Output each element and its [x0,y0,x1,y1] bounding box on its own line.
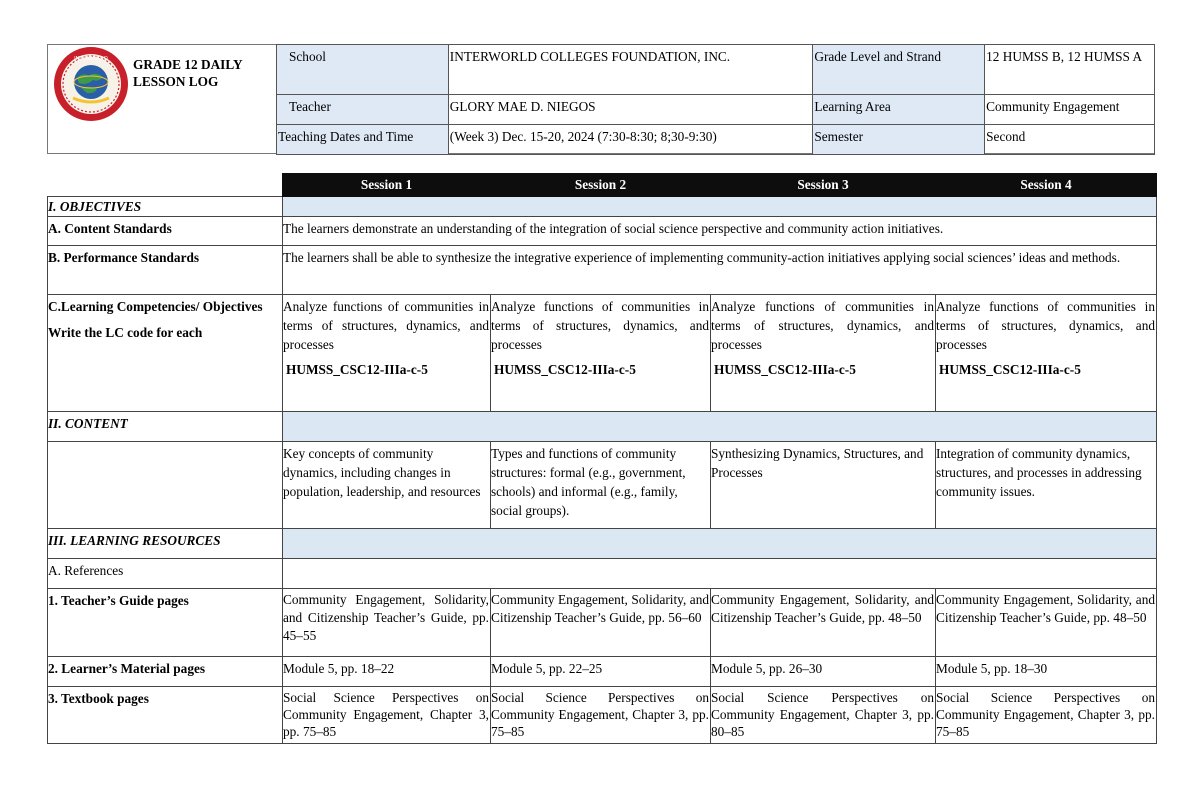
competency-text: Analyze functions of communities in terms of structures, dynamics, and processes [711,299,934,352]
teacher-guide-session-2: Community Engagement, Solidarity, and Citizenship Teacher’s Guide, pp. 56–60 [491,589,711,657]
content-standards-value: The learners demonstrate an understanding of the integration of social science perspective and community action initiatives. [283,217,1157,246]
learning-area-label: Learning Area [813,95,985,125]
session-3-header: Session 3 [711,174,936,197]
textbook-session-3: Social Science Perspectives on Community Engagement, Chapter 3, pp. 80–85 [711,687,936,744]
teacher-value: GLORY MAE D. NIEGOS [448,95,813,125]
textbook-label: 3. Textbook pages [48,687,283,744]
semester-label: Semester [813,125,985,155]
learning-area-value: Community Engagement [985,95,1155,125]
competencies-label-cell [48,295,283,412]
learner-material-session-4: Module 5, pp. 18–30 [936,657,1157,687]
competency-code: HUMSS_CSC12-IIIa-c-5 [286,362,428,377]
resources-band [283,529,1157,559]
competencies-row [48,295,1157,412]
grade-value: 12 HUMSS B, 12 HUMSS A [985,45,1155,95]
references-row [48,559,1157,589]
session-2-header: Session 2 [491,174,711,197]
objectives-heading-row [48,197,1157,217]
lesson-plan-table [47,173,1157,744]
competencies-note: Write the LC code for each [48,325,203,340]
objectives-band [283,197,1157,217]
teaching-dates-value: (Week 3) Dec. 15-20, 2024 (7:30-8:30; 8;30-9:30) [448,125,813,155]
competency-text: Analyze functions of communities in terms of structures, dynamics, and processes [283,299,489,352]
teacher-guide-row [48,589,1157,657]
content-blank [48,442,283,529]
session-header-row [48,174,1157,197]
competency-code: HUMSS_CSC12-IIIa-c-5 [494,362,636,377]
performance-standards-value: The learners shall be able to synthesize the integrative experience of implementing community-action initiatives applying social sciences’ ideas and methods. [283,246,1157,295]
learner-material-label: 2. Learner’s Material pages [48,657,283,687]
content-session-1: Key concepts of community dynamics, including changes in population, leadership, and resources [283,442,491,529]
teacher-label: Teacher [277,95,449,125]
competency-session-4 [936,295,1157,412]
resources-heading: III. LEARNING RESOURCES [48,529,283,559]
competencies-label: C.Learning Competencies/ Objectives [48,299,263,314]
session-corner [48,174,283,197]
competency-code: HUMSS_CSC12-IIIa-c-5 [939,362,1081,377]
learner-material-row [48,657,1157,687]
content-session-3: Synthesizing Dynamics, Structures, and Processes [711,442,936,529]
content-heading: II. CONTENT [48,412,283,442]
references-label: A. References [48,559,283,589]
performance-standards-label: B. Performance Standards [48,246,283,295]
teacher-guide-session-3: Community Engagement, Solidarity, and Citizenship Teacher’s Guide, pp. 48–50 [711,589,936,657]
competency-text: Analyze functions of communities in terms of structures, dynamics, and processes [491,299,709,352]
learner-material-session-1: Module 5, pp. 18–22 [283,657,491,687]
content-session-4: Integration of community dynamics, structures, and processes in addressing community issues. [936,442,1157,529]
svg-text:INTERWORLD: INTERWORLD [74,56,108,62]
document-title: GRADE 12 DAILY LESSON LOG [133,57,243,89]
textbook-session-4: Social Science Perspectives on Community Engagement, Chapter 3, pp. 75–85 [936,687,1157,744]
learner-material-session-3: Module 5, pp. 26–30 [711,657,936,687]
school-value: INTERWORLD COLLEGES FOUNDATION, INC. [448,45,813,95]
content-standards-label: A. Content Standards [48,217,283,246]
textbook-row [48,687,1157,744]
competency-text: Analyze functions of communities in terms of structures, dynamics, and processes [936,299,1155,352]
textbook-session-1: Social Science Perspectives on Community Engagement, Chapter 3, pp. 75–85 [283,687,491,744]
competency-code: HUMSS_CSC12-IIIa-c-5 [714,362,856,377]
competency-session-3 [711,295,936,412]
teacher-guide-label: 1. Teacher’s Guide pages [48,589,283,657]
references-blank [283,559,1157,589]
competency-session-1 [283,295,491,412]
content-items-row [48,442,1157,529]
teacher-guide-session-4: Community Engagement, Solidarity, and Citizenship Teacher’s Guide, pp. 48–50 [936,589,1157,657]
semester-value: Second [985,125,1155,155]
session-4-header: Session 4 [936,174,1157,197]
performance-standards-row [48,246,1157,295]
grade-label: Grade Level and Strand [813,45,985,95]
school-logo-icon [53,46,129,122]
resources-heading-row [48,529,1157,559]
lesson-log-header [47,44,1155,154]
objectives-heading: I. OBJECTIVES [48,197,283,217]
content-heading-row [48,412,1157,442]
content-standards-row [48,217,1157,246]
teacher-guide-session-1: Community Engagement, Solidarity, and Citizenship Teacher’s Guide, pp. 45–55 [283,589,491,657]
school-label: School [277,45,449,95]
teaching-dates-label: Teaching Dates and Time [277,125,449,155]
textbook-session-2: Social Science Perspectives on Community Engagement, Chapter 3, pp. 75–85 [491,687,711,744]
session-1-header: Session 1 [283,174,491,197]
header-info-table [276,44,1155,155]
content-band [283,412,1157,442]
content-session-2: Types and functions of community structures: formal (e.g., government, schools) and informal (e.g., family, social groups). [491,442,711,529]
learner-material-session-2: Module 5, pp. 22–25 [491,657,711,687]
competency-session-2 [491,295,711,412]
